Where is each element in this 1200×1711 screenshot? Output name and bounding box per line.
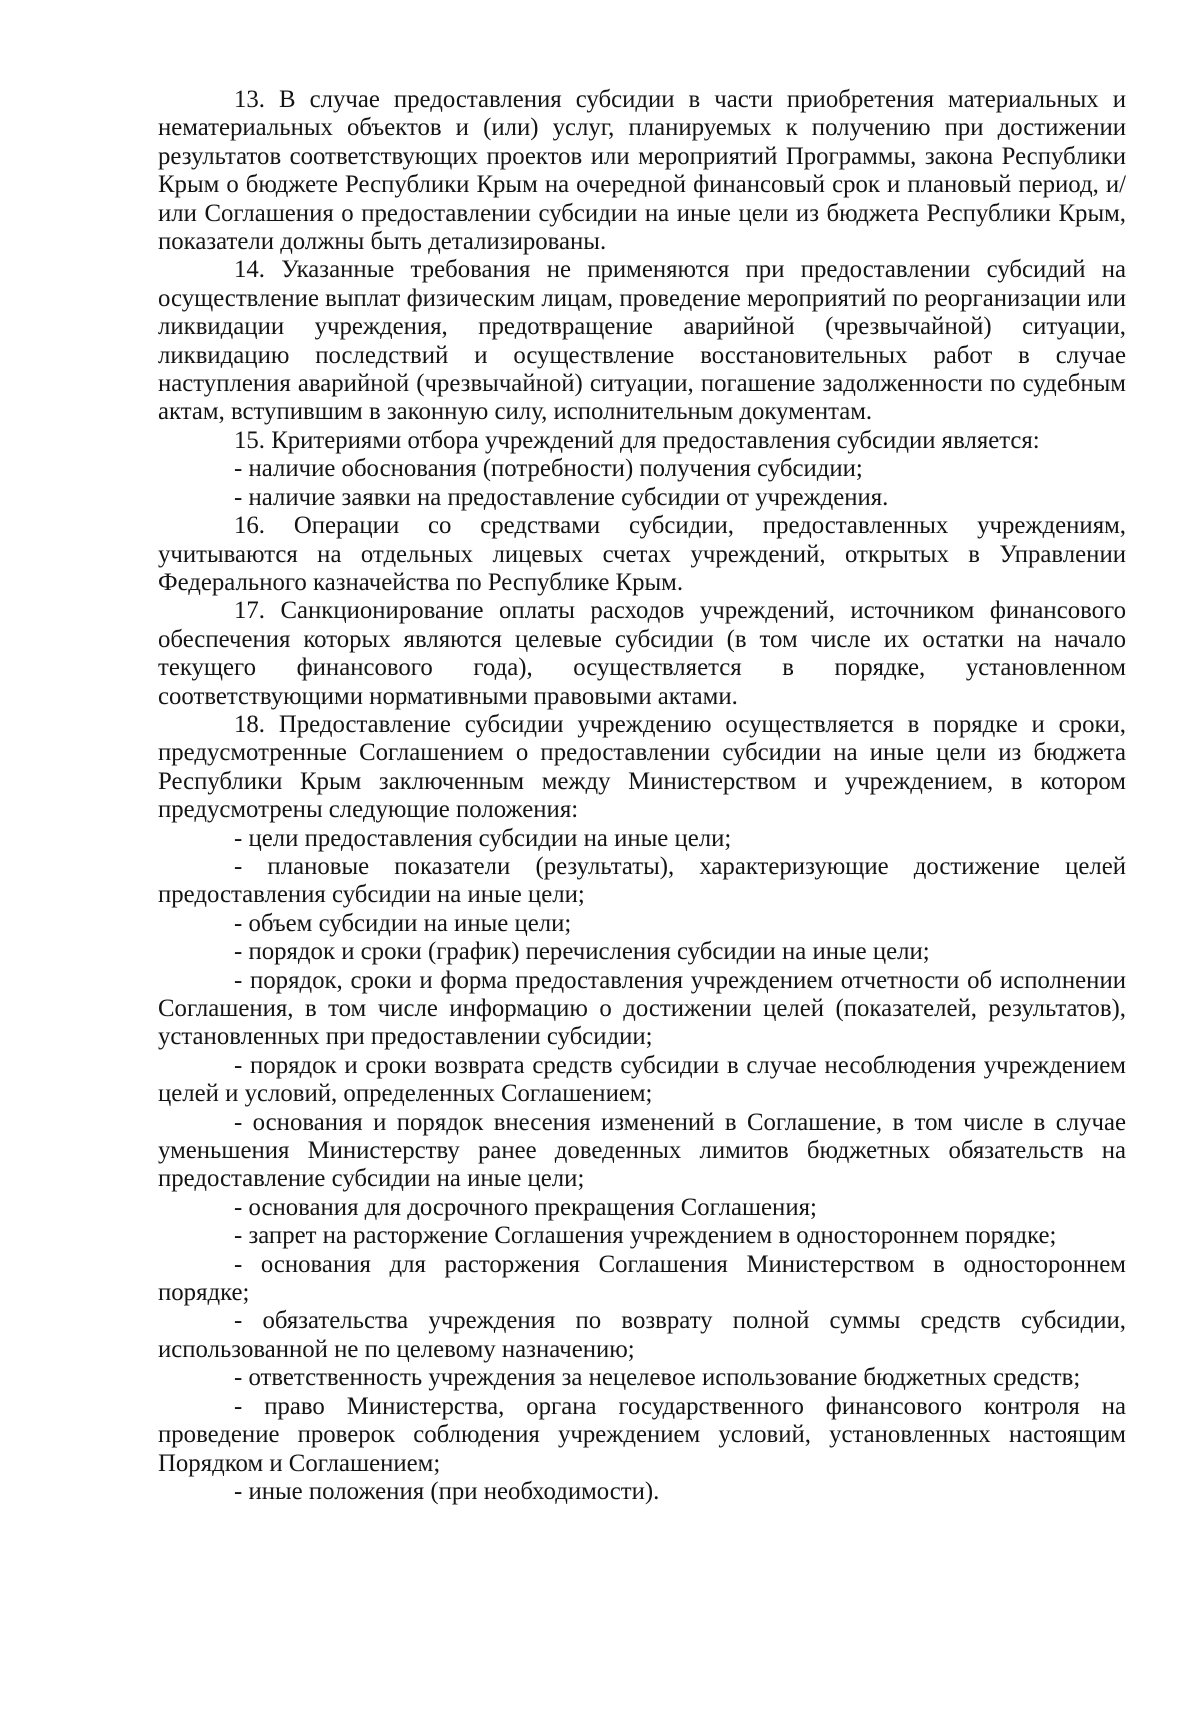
list-item: - порядок, сроки и форма предоставления учреждением отчетности об исполнении Соглашения, в том числе информацию о достижении целей (показателей, результатов), установленных при предоставлении субсидии; [158,966,1126,1051]
list-item: - основания для досрочного прекращения Соглашения; [234,1193,817,1221]
list-item: - основания и порядок внесения изменений в Соглашение, в том числе в случае уменьшения Министерству ранее доведенных лимитов бюджетных обязательств на предоставление субсидии на иные цели; [158,1108,1126,1193]
list-item: - ответственность учреждения за нецелевое использование бюджетных средств; [234,1364,1081,1392]
paragraph-16: 16. Операции со средствами субсидии, предоставленных учреждениям, учитываются на отдельных лицевых счетах учреждений, открытых в Управлении Федерального казначейства по Республике Крым. [158,512,1126,596]
list-item: - обязательства учреждения по возврату полной суммы средств субсидии, использованной не по целевому назначению; [158,1307,1126,1363]
paragraph-18: 18. Предоставление субсидии учреждению осуществляется в порядке и сроки, предусмотренные Соглашением о предоставлении субсидии на иные цели из бюджета Республики Крым заключенным между Министерством и учреждением, в котором предусмотрены следующие положения: [158,710,1126,824]
document-page [158,86,1126,1506]
list-item: - наличие обоснования (потребности) получения субсидии; [234,455,863,483]
list-item: - основания для расторжения Соглашения Министерством в одностороннем порядке; [158,1250,1126,1307]
list-item: - объем субсидии на иные цели; [234,909,572,937]
paragraph-15: 15. Критериями отбора учреждений для предоставления субсидии является: [234,426,1040,454]
list-item: - цели предоставления субсидии на иные цели; [234,824,732,852]
paragraph-13: 13. В случае предоставления субсидии в части приобретения материальных и нематериальных объектов и (или) услуг, планируемых к получению при достижении результатов соответствующих проектов или мероприятий Программы, закона Республики Крым о бюджете Республики Крым на очередной финансовый срок и плановый период, и/или Соглашения о предоставлении субсидии на иные цели из бюджета Республики Крым, показатели должны быть детализированы. [158,86,1126,256]
list-item: - иные положения (при необходимости). [234,1477,660,1505]
list-item: - плановые показатели (результаты), характеризующие достижение целей предоставления субсидии на иные цели; [158,852,1126,909]
list-item: - право Министерства, органа государственного финансового контроля на проведение проверок соблюдения учреждением условий, установленных настоящим Порядком и Соглашением; [158,1392,1126,1477]
list-item: - порядок и сроки возврата средств субсидии в случае несоблюдения учреждением целей и условий, определенных Соглашением; [158,1051,1126,1108]
list-item: - запрет на расторжение Соглашения учреждением в одностороннем порядке; [234,1222,1057,1250]
paragraph-17: 17. Санкционирование оплаты расходов учреждений, источником финансового обеспечения которых являются целевые субсидии (в том числе их остатки на начало текущего финансового года), осуществляется в порядке, установленном соответствующими нормативными правовыми актами. [158,597,1126,710]
list-item: - порядок и сроки (график) перечисления субсидии на иные цели; [234,938,930,966]
list-item: - наличие заявки на предоставление субсидии от учреждения. [234,483,889,511]
paragraph-14: 14. Указанные требования не применяются при предоставлении субсидий на осуществление выплат физическим лицам, проведение мероприятий по реорганизации или ликвидации учреждения, предотвращение аварийной (чрезвычайной) ситуации, ликвидацию последствий и осуществление восстановительных работ в случае наступления аварийной (чрезвычайной) ситуации, погашение задолженности по судебным актам, вступившим в законную силу, исполнительным документам. [158,256,1126,426]
